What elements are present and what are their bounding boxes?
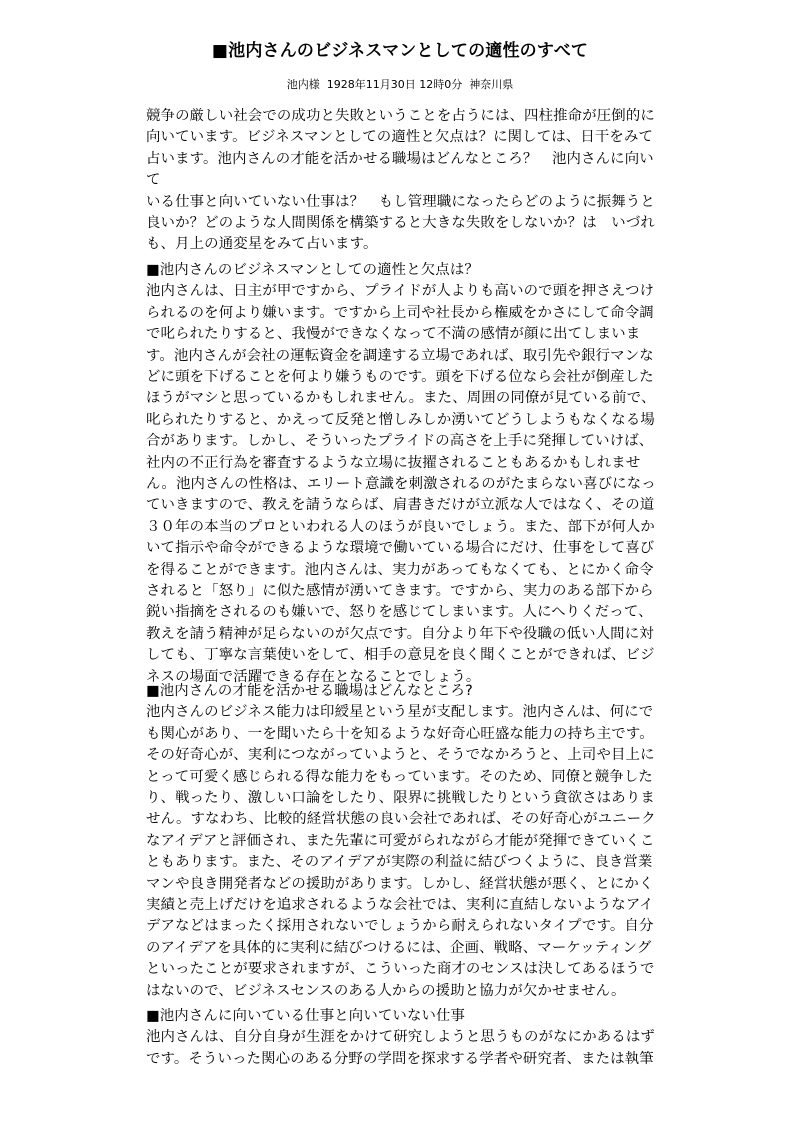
section-suitable-jobs-heading: ■池内さんに向いている仕事と向いていない仕事 [146,1008,466,1024]
section-suitable-jobs-body: 池内さんは、自分自身が生涯をかけて研究しようと思うものがなにかあるはず です。そういった関心のある分野の学問を探求する学者や研究者、または執筆 [146,1029,655,1067]
section-workplace-body: 池内さんのビジネス能力は印綬星という星が支配します。池内さんは、何にで も関心があり、一を聞いたら十を知るような好奇心旺盛な能力の持ち主です。 その好奇心が、実利につながっていようと、そうでなかろうと、上司や目上に とって可愛く感じられる得な能力をもっています。そのため、同僚と競争した り、戦ったり、激しい口論をしたり、限界に挑戦したりという貪欲さはありま せん。すなわち、比較的経営状態の良い会社であれば、その好奇心がユニーク なアイデアと評価され、また先輩に可愛がられながら才能が発揮できていくこ ともあります。また、そのアイデアが実際の利益に結びつくように、良き営業 マンや良き開発者などの援助があります。しかし、経営状態が悪く、とにかく 実績と売上げだけを追求されるような会社では、実利に直結しないようなアイ デアなどはまったく採用されないでしょうから耐えられないタイプです。自分 のアイデアを具体的に実利に結びつけるには、企画、戦略、マーケッティング といったことが要求されますが、こういった商才のセンスは決してあるほうで はないので、ビジネスセンスのある人からの援助と協力が欠かせません。 [146,704,656,999]
intro-paragraph: 競争の厳しい社会での成功と失敗ということを占うには、四柱推命が圧倒的に 向いています。ビジネスマンとしての適性と欠点は？に関しては、日干をみて 占います。池内さんの才能を活かせる職場はどんなところ？ 池内さんに向いて いる仕事と向いていない仕事は？ もし管理職になったらどのように振舞うと 良いか？どのような人間関係を構築すると大きな失敗をしないか？は いづれ も、月上の通変星をみて占います。 [146,108,655,253]
section-aptitude-body: 池内さんは、日主が甲ですから、プライドが人よりも高いので頭を押さえつけ られるのを何より嫌います。ですから上司や社長から権威をかさにして命令調 で叱られたりすると、我慢ができなくなって不満の感情が顔に出てしまいま す。池内さんが会社の運転資金を調達する立場であれば、取引先や銀行マンな どに頭を下げることを何より嫌うものです。頭を下げる位なら会社が倒産した ほうがマシと思っているかもしれません。また、周囲の同僚が見ている前で、 叱られたりすると、かえって反発と憎しみしか湧いてどうしようもなくなる場 合があります。しかし、そういったプライドの高さを上手に発揮していけば、 社内の不正行為を審査するような立場に抜擢されることもあるかもしれませ ん。池内さんの性格は、エリート意識を刺激されるのがたまらない喜びになっ ていきますので、教えを請うならば、肩書きだけが立派な人ではなく、その道 ３０年の本当のプロといわれる人のほうが良いでしょう。また、部下が何人か いて指示や命令ができるような環境で働いている場合にだけ、仕事をして喜び を得ることができます。池内さんは、実力があってもなくても、とにかく命令 されると「怒り」に似た感情が湧いてきます。ですから、実力のある部下から 鋭い指摘をされるのも嫌いで、怒りを感じてしまいます。人にへりくだって、 教えを請う精神が足らないのが欠点です。自分より年下や役職の低い人間に対 しても、丁寧な言葉使いをして、相手の意見を良く聞くことができれば、ビジ ネスの場面で活躍できる存在となることでしょう。 [146,283,656,685]
document-title: ■池内さんのビジネスマンとしての適性のすべて [211,41,589,61]
document-meta: 池内様 1928年11月30日 12時0分 神奈川県 [286,78,514,91]
section-aptitude-heading: ■池内さんのビジネスマンとしての適性と欠点は？ [146,262,479,278]
section-workplace-heading: ■池内さんの才能を活かせる職場はどんなところ? [146,683,473,699]
